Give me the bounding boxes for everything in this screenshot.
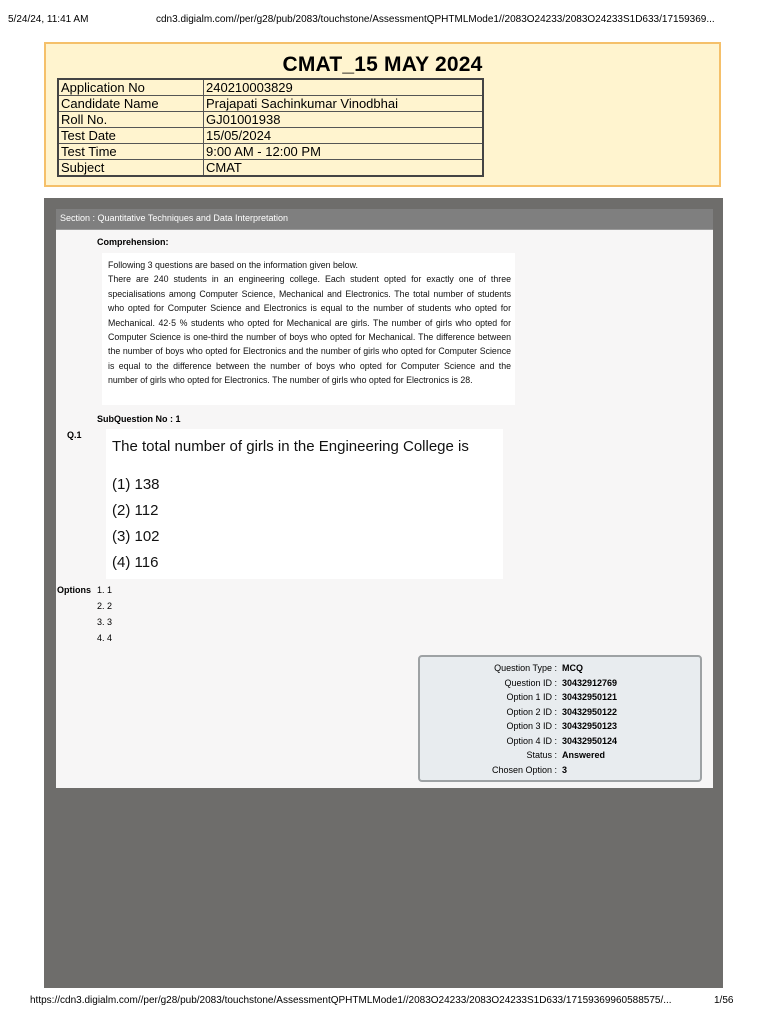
table-row bbox=[58, 128, 483, 144]
exam-title: CMAT_15 MAY 2024 bbox=[282, 53, 483, 76]
option-item: 4. 4 bbox=[97, 633, 113, 643]
subquestion-label: SubQuestion No : 1 bbox=[97, 414, 181, 424]
comprehension-passage bbox=[102, 253, 515, 405]
meta-row bbox=[420, 705, 700, 719]
meta-row bbox=[420, 676, 700, 690]
meta-label: Option 1 ID : bbox=[506, 692, 557, 702]
question-number: Q.1 bbox=[67, 430, 82, 440]
meta-label: Status : bbox=[526, 750, 557, 760]
meta-label: Option 3 ID : bbox=[506, 721, 557, 731]
info-label: Roll No. bbox=[58, 112, 204, 128]
passage-body: There are 240 students in an engineering college. Each student opted for exactly one of three specialisations among Computer Science, Mechanical and Electronics. The total number of students who opted for Computer Science and Electronics is equal to the number of students who opted for Mechanical. 42·5 % students who opted for Mechanical are girls. The number of girls who opted for Computer Science is one-third the number of boys who opted for Mechanical. The difference between the number of boys who opted for Electronics and the number of girls who opted for Computer Science is equal to the difference between the number of boys who opted for Computer Science and the number of girls who opted for Electronics. The number of girls who opted for Electronics is 28. bbox=[108, 274, 511, 386]
candidate-info-box bbox=[44, 42, 721, 187]
candidate-info-table bbox=[57, 78, 484, 177]
question-option: (2) 112 bbox=[112, 502, 159, 519]
table-row bbox=[58, 144, 483, 160]
info-value: GJ01001938 bbox=[204, 112, 484, 128]
meta-value: 30432950122 bbox=[562, 706, 618, 717]
meta-row bbox=[420, 748, 700, 762]
table-row bbox=[58, 79, 483, 96]
meta-value: Answered bbox=[562, 750, 606, 760]
question-image bbox=[106, 429, 503, 579]
meta-value: 30432950123 bbox=[562, 721, 618, 731]
meta-value: 30432950121 bbox=[562, 692, 618, 702]
meta-row bbox=[420, 763, 700, 777]
print-url: cdn3.digialm.com//per/g28/pub/2083/touchstone/AssessmentQPHTMLMode1//2083O24233/2083O24233S1D633/17159369... bbox=[156, 14, 715, 25]
option-item: 1. 1 bbox=[97, 585, 113, 595]
info-value: Prajapati Sachinkumar Vinodbhai bbox=[204, 96, 484, 112]
info-value: CMAT bbox=[204, 160, 484, 177]
meta-row bbox=[420, 690, 700, 704]
table-row bbox=[58, 160, 483, 177]
info-value: 15/05/2024 bbox=[204, 128, 484, 144]
print-datetime: 5/24/24, 11:41 AM bbox=[8, 14, 89, 25]
option-item: 3. 3 bbox=[97, 617, 113, 627]
table-row bbox=[58, 96, 483, 112]
info-label: Application No bbox=[58, 79, 204, 96]
option-item: 2. 2 bbox=[97, 601, 113, 611]
section-label: Section : Quantitative Techniques and Data Interpretation bbox=[60, 213, 288, 223]
meta-label: Chosen Option : bbox=[491, 764, 557, 775]
meta-value: MCQ bbox=[562, 663, 583, 673]
meta-label: Option 4 ID : bbox=[506, 735, 557, 746]
meta-row bbox=[420, 734, 700, 748]
question-option: (1) 138 bbox=[112, 476, 160, 493]
options-label: Options bbox=[57, 585, 91, 595]
table-row bbox=[58, 112, 483, 128]
passage-intro: Following 3 questions are based on the information given below. bbox=[108, 260, 358, 270]
meta-value: 30432950124 bbox=[562, 735, 618, 746]
meta-row bbox=[420, 719, 700, 733]
question-option: (4) 116 bbox=[112, 554, 159, 571]
meta-value: 30432912769 bbox=[562, 677, 618, 688]
info-value: 9:00 AM - 12:00 PM bbox=[204, 144, 484, 160]
question-content bbox=[56, 230, 713, 788]
print-footer-url: https://cdn3.digialm.com//per/g28/pub/2083/touchstone/AssessmentQPHTMLMode1//2083O24233/2083O24233S1D633/17159369960588575/... bbox=[30, 995, 672, 1006]
meta-label: Question Type : bbox=[494, 663, 557, 673]
question-option: (3) 102 bbox=[112, 528, 160, 545]
section-header bbox=[56, 209, 713, 230]
question-panel bbox=[44, 198, 723, 988]
meta-label: Question ID : bbox=[504, 677, 557, 688]
info-label: Subject bbox=[58, 160, 204, 177]
comprehension-label: Comprehension: bbox=[97, 237, 169, 247]
question-meta-box bbox=[418, 655, 702, 782]
info-label: Test Time bbox=[58, 144, 204, 160]
page-number: 1/56 bbox=[714, 995, 734, 1006]
meta-row bbox=[420, 661, 700, 675]
info-label: Test Date bbox=[58, 128, 204, 144]
info-label: Candidate Name bbox=[58, 96, 204, 112]
question-text: The total number of girls in the Engineering College is bbox=[112, 438, 469, 455]
meta-value: 3 bbox=[562, 764, 568, 775]
meta-label: Option 2 ID : bbox=[506, 706, 557, 717]
info-value: 240210003829 bbox=[204, 79, 484, 96]
